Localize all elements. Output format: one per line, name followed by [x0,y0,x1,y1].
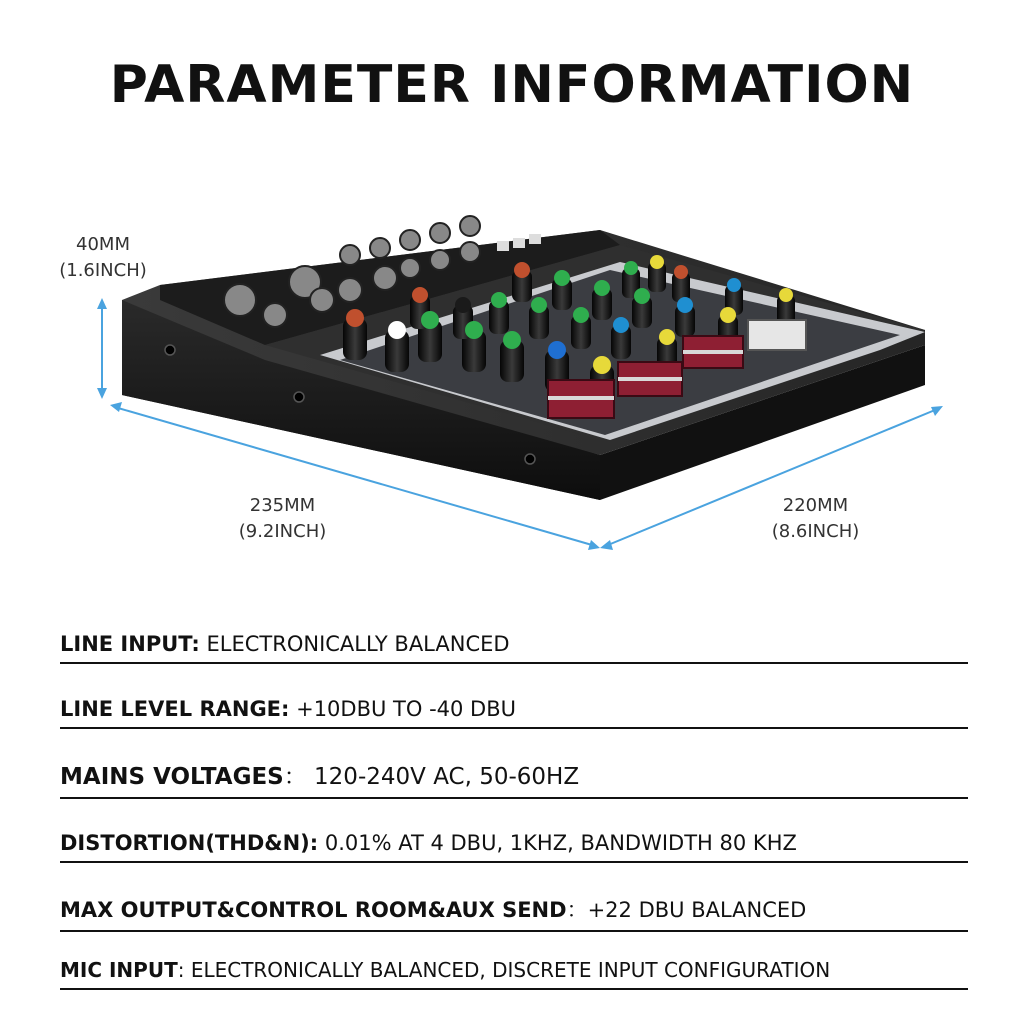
spec-distortion [60,831,968,863]
width-mm-label: 235MM [249,495,316,516]
height-inch-label: (1.6INCH) [59,260,147,281]
spec-label: DISTORTION(THD&N): [60,831,319,855]
spec-label: MIC INPUT [60,958,178,982]
height-dimension [48,232,158,284]
spec-value: ：+22 DBU BALANCED [566,898,807,922]
spec-value: ELECTRONICALLY BALANCED [199,632,510,656]
depth-dimension [758,493,873,545]
spec-label: LINE INPUT: [60,632,200,656]
spec-value: ： 120-240V AC, 50-60HZ [283,764,580,790]
width-inch-label: (9.2INCH) [238,521,327,542]
spec-line-level-range [60,697,968,729]
page-title: PARAMETER INFORMATION [109,55,915,115]
spec-value: : ELECTRONICALLY BALANCED, DISCRETE INPUT CONFIGURATION [177,958,831,982]
depth-inch-label: (8.6INCH) [771,521,860,542]
width-dimension [225,493,340,545]
spec-value: +10DBU TO -40 DBU [289,697,516,721]
depth-mm-label: 220MM [782,495,849,516]
spec-label: MAX OUTPUT&CONTROL ROOM&AUX SEND [60,898,567,922]
spec-mic-input [60,958,968,990]
spec-line-input [60,632,968,664]
spec-value: 0.01% AT 4 DBU, 1KHZ, BANDWIDTH 80 KHZ [318,831,797,855]
spec-max-output [60,894,968,932]
spec-mains-voltages [60,758,968,799]
spec-label: LINE LEVEL RANGE: [60,697,290,721]
height-mm-label: 40MM [76,234,130,255]
spec-label: MAINS VOLTAGES [60,764,284,790]
